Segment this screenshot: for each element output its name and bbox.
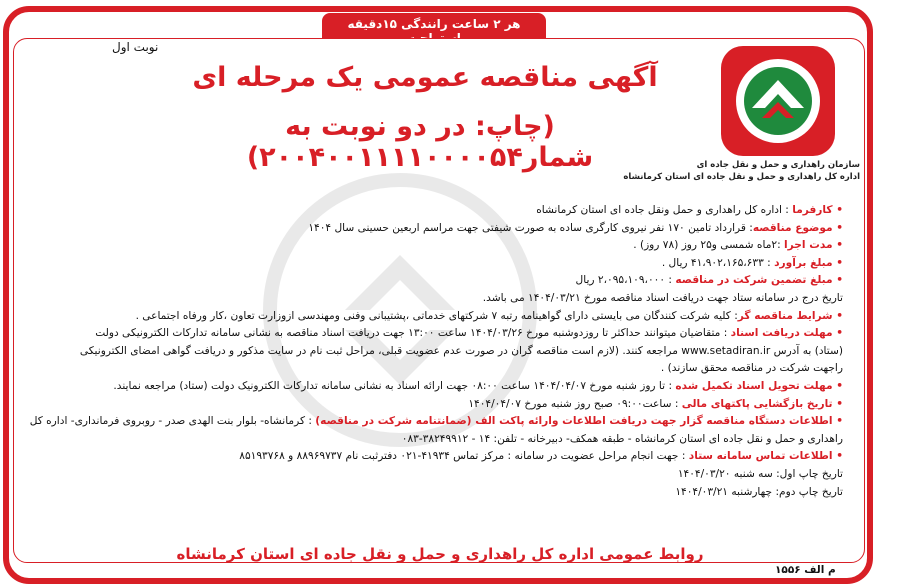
line-text: : تا روز شنبه مورخ ۱۴۰۴/۰۴/۰۷ ساعت ۰۸:۰۰ جهت ارائه اسناد به نشانی سامانه تدارکات الکترونیک دولت (ستاد) مراجعه نمایند. (113, 379, 676, 392)
body-line (28, 220, 843, 238)
department-name: اداره کل راهداری و حمل و نقل جاده ای استان کرمانشاه (623, 172, 860, 182)
tab-text: هر ۲ ساعت رانندگی ۱۵دقیقه استراحت (347, 17, 521, 45)
notice-title: آگهی مناقصه عمومی یک مرحله ای (192, 62, 658, 93)
line-text: راجهت شرکت در مناقصه محقق سازند) . (660, 362, 843, 375)
line-text: : جهت انجام مراحل عضویت در سامانه : مرکز تماس ۴۱۹۳۴-۰۲۱ دفترثبت نام ۸۸۹۶۹۷۳۷ و ۸۵۱۹۳۷۶۸ (239, 450, 689, 463)
organization-name: سازمان راهداری و حمل و نقل جاده ای (696, 160, 860, 170)
body-line (28, 378, 843, 396)
line-text: :۲ماه شمسی و۲۵ روز (۷۸ روز) . (633, 239, 785, 252)
organization-logo-icon (717, 42, 839, 160)
body-line (28, 308, 843, 326)
print-round-label: نوبت اول (112, 40, 159, 54)
line-text: راهداری و حمل و نقل جاده ای استان کرمانشاه - طبقه همکف- دبیرخانه - تلفن: ۱۴ - ۳۸۲۴۹۹۱۲-۰۸۳ (401, 432, 843, 445)
line-text: : قرارداد تامین ۱۷۰ نفر نیروی کارگری ساده به صورت شیفتی جهت مراسم اربعین حسینی سال ۱۴۰۴ (308, 221, 753, 234)
body-line (28, 466, 843, 484)
body-line (28, 413, 843, 431)
body-line (28, 255, 843, 273)
body-line (28, 237, 843, 255)
body-line (28, 343, 843, 361)
footer-public-relations: روابط عمومی اداره کل راهداری و حمل و نقل جاده ای استان کرمانشاه (176, 545, 704, 563)
line-text: تاریخ چاپ اول: سه شنبه ۱۴۰۴/۰۳/۲۰ (677, 467, 843, 480)
line-text: تاریخ درج در سامانه ستاد جهت دریافت اسناد مناقصه مورخ ۱۴۰۴/۰۳/۲۱ می باشد. (482, 291, 843, 304)
body-line (28, 325, 843, 343)
line-key: • شرایط مناقصه گر (737, 309, 843, 322)
body-line (28, 272, 843, 290)
line-text: (ستاد) به آدرس www.setadiran.ir مراجعه کنند. (لازم است مناقصه گران در صورت عدم عضویت قبلی، مراحل ثبت نام در سایت مذکور و دریافت گواهی امضای الکترونیکی (79, 344, 843, 357)
line-key: • مهلت تحویل اسناد تکمیل شده (675, 379, 843, 392)
body-line (28, 448, 843, 466)
body-line (28, 484, 843, 502)
line-text: : ۴۱،۹۰۲،۱۶۵،۶۳۳ ریال . (661, 256, 775, 269)
line-text: : اداره کل راهداری و حمل ونقل جاده ای استان کرمانشاه (536, 204, 793, 216)
line-text: : کلیه شرکت کنندگان می بایستی دارای گواهینامه رتبه ۷ شرکتهای خدماتی ،پشتیبانی وفنی ومهندسی ازوزارت تعاون ،کار ورفاه اجتماعی . (135, 309, 738, 322)
body-line (28, 360, 843, 378)
line-key: • مدت اجرا (784, 239, 843, 252)
line-text: : ساعت۰۹:۰۰ صبح روز شنبه مورخ ۱۴۰۴/۰۴/۰۷ (468, 397, 682, 410)
line-key: • مهلت دریافت اسناد (730, 327, 843, 340)
line-text: تاریخ چاپ دوم: چهارشنبه ۱۴۰۴/۰۳/۲۱ (675, 485, 843, 498)
line-key: • اطلاعات دستگاه مناقصه گزار جهت دریافت اطلاعات وارائه پاکت الف (ضمانتنامه شرکت در مناقصه) (315, 415, 843, 428)
line-key: • تاریخ بازگشایی پاکتهای مالی (681, 397, 843, 410)
body-line (28, 431, 843, 449)
body-line (28, 396, 843, 414)
notice-code: م الف ۱۵۵۶ (775, 564, 836, 576)
notice-subtitle: (چاپ: در دو نوبت به شمار۲۰۰۴۰۰۱۱۱۱۰۰۰۰۵۴) (246, 111, 594, 173)
body-line (28, 290, 843, 308)
line-text: : ۲،۰۹۵،۱۰۹،۰۰۰ ریال (575, 274, 676, 287)
line-key: • موضوع مناقصه (752, 221, 843, 234)
line-key: • مبلغ تضمین شرکت در مناقصه (675, 274, 843, 287)
line-key: • کارفرما (792, 204, 843, 216)
top-tab (322, 13, 546, 45)
line-key: • اطلاعات تماس سامانه ستاد (688, 450, 843, 463)
body-line (28, 202, 843, 220)
line-key: • مبلغ برآورد (774, 256, 843, 269)
notice-body (28, 202, 843, 501)
line-text: : کرمانشاه- بلوار بنت الهدی صدر - روبروی فرمانداری- اداره کل (29, 415, 316, 428)
line-text: : متقاضیان میتوانند حداکثر تا روزدوشنبه مورخ ۱۴۰۴/۰۳/۲۶ ساعت ۱۳:۰۰ جهت دریافت اسناد مناقصه به نشانی سامانه تدارکات الکترونیکی دولت (95, 327, 731, 340)
